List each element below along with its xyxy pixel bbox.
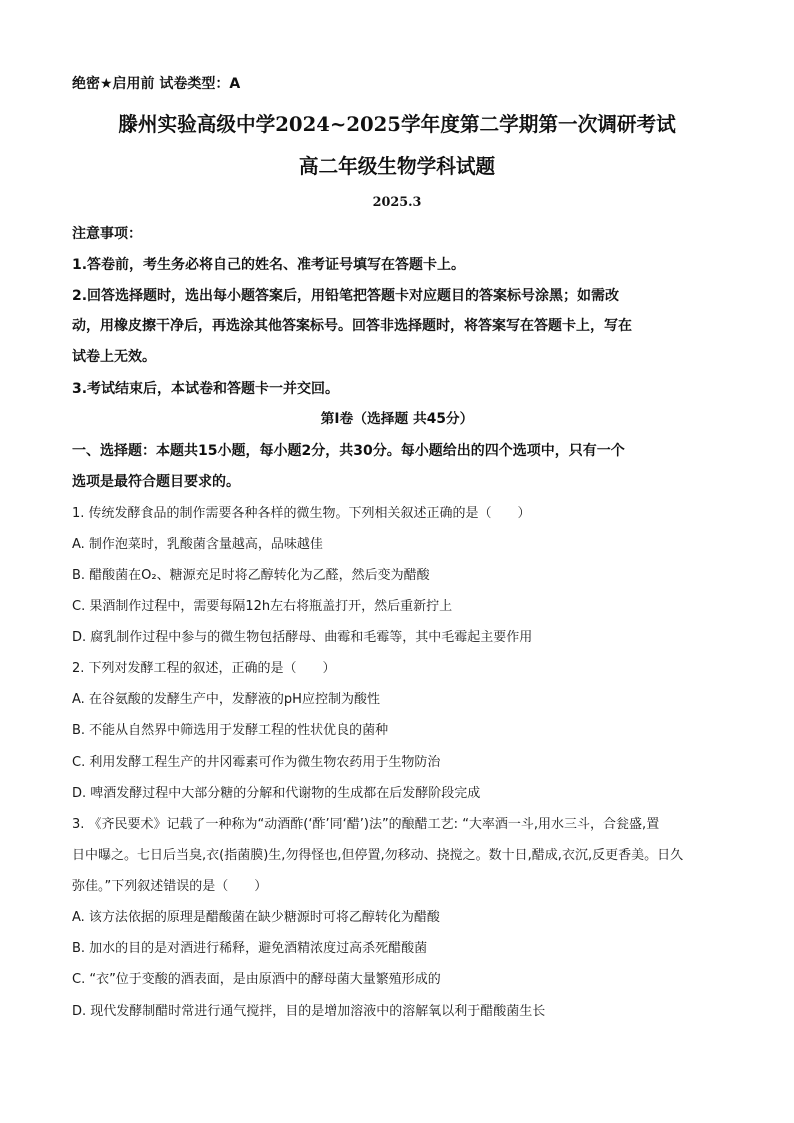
section-instruction-line-2: 选项是最符合题目要求的。 (72, 474, 240, 490)
question-3-stem-line-3: 弥佳。”下列叙述错误的是（ ） (72, 879, 268, 894)
question-3-option-d: D. 现代发酵制醋时常进行通气搅拌，目的是增加溶液中的溶解氧以利于醋酸菌生长 (72, 1004, 546, 1019)
section-title: 第Ⅰ卷（选择题 共45分） (320, 411, 474, 427)
question-1-option-a: A. 制作泡菜时，乳酸菌含量越高，品味越佳 (72, 537, 323, 552)
section-instruction-line-1: 一、选择题：本题共15小题，每小题2分，共30分。每小题给出的四个选项中，只有一个 (72, 443, 625, 459)
question-2-stem: 2. 下列对发酵工程的叙述，正确的是（ ） (72, 661, 336, 676)
exam-subtitle: 高二年级生物学科试题 (298, 155, 496, 178)
question-2-option-d: D. 啤酒发酵过程中大部分糖的分解和代谢物的生成都在后发酵阶段完成 (72, 786, 481, 801)
notice-item-2-line-2: 动，用橡皮擦干净后，再选涂其他答案标号。回答非选择题时，将答案写在答题卡上，写在 (72, 318, 632, 334)
notice-item-2-line-3: 试卷上无效。 (72, 349, 156, 365)
question-3-stem-line-1: 3. 《齐民要术》记载了一种称为“动酒酢(‘酢’同‘醋’)法”的酿醋工艺: “大率酒一斗,用水三斗，合瓮盛,置 (72, 817, 660, 832)
confidential-meta: 绝密★启用前 试卷类型：A (72, 76, 241, 92)
question-2-option-b: B. 不能从自然界中筛选用于发酵工程的性状优良的菌种 (72, 723, 389, 738)
question-1-option-c: C. 果酒制作过程中，需要每隔12h左右将瓶盖打开，然后重新拧上 (72, 599, 453, 614)
exam-date: 2025.3 (372, 195, 422, 210)
question-3-option-c: C. “衣”位于变酸的酒表面，是由原酒中的酵母菌大量繁殖形成的 (72, 972, 441, 987)
question-1-option-b: B. 醋酸菌在O₂、糖源充足时将乙醇转化为乙醛，然后变为醋酸 (72, 568, 430, 583)
question-1-stem: 1. 传统发酵食品的制作需要各种各样的微生物。下列相关叙述正确的是（ ） (72, 506, 531, 521)
exam-title: 滕州实验高级中学2024~2025学年度第二学期第一次调研考试 (118, 113, 676, 136)
notice-item-3: 3.考试结束后，本试卷和答题卡一并交回。 (72, 381, 340, 397)
notice-item-1: 1.答卷前，考生务必将自己的姓名、准考证号填写在答题卡上。 (72, 257, 466, 273)
notice-item-2-line-1: 2.回答选择题时，选出每小题答案后，用铅笔把答题卡对应题目的答案标号涂黑；如需改 (72, 288, 620, 304)
notice-heading: 注意事项： (72, 226, 142, 242)
question-2-option-c: C. 利用发酵工程生产的井冈霉素可作为微生物农药用于生物防治 (72, 755, 441, 770)
question-2-option-a: A. 在谷氨酸的发酵生产中，发酵液的pH应控制为酸性 (72, 692, 380, 707)
question-1-option-d: D. 腐乳制作过程中参与的微生物包括酵母、曲霉和毛霉等，其中毛霉起主要作用 (72, 630, 533, 645)
question-3-option-a: A. 该方法依据的原理是醋酸菌在缺少糖源时可将乙醇转化为醋酸 (72, 910, 440, 925)
question-3-option-b: B. 加水的目的是对酒进行稀释，避免酒精浓度过高杀死醋酸菌 (72, 941, 428, 956)
question-3-stem-line-2: 日中曝之。七日后当臭,衣(指菌膜)生,勿得怪也,但停置,勿移动、挠搅之。数十日,醋成,衣沉,反更香美。日久 (72, 848, 684, 863)
